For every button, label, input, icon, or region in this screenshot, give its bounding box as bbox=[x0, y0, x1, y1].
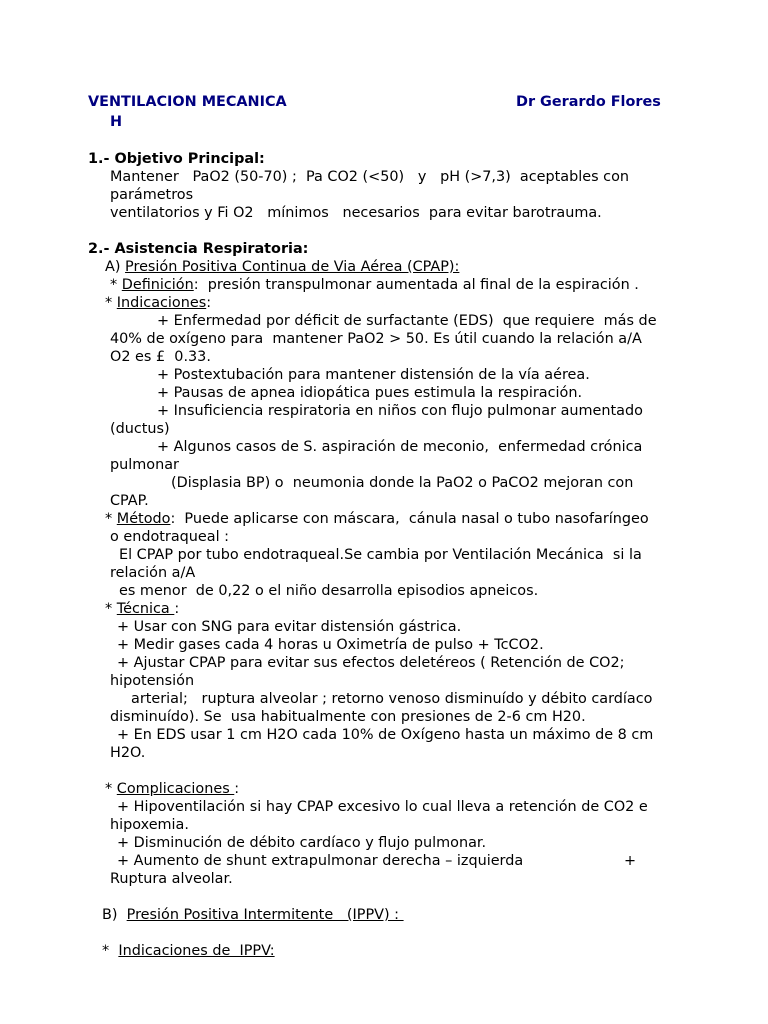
section-2-heading: 2.- Asistencia Respiratoria: bbox=[88, 241, 309, 257]
subsection-a-heading: A) Presión Positiva Continua de Via Aérea (CPAP): bbox=[105, 259, 460, 275]
subsection-b-title: Presión Positiva Intermitente (IPPV) : bbox=[126, 907, 404, 923]
metodo-label: Método bbox=[116, 511, 171, 527]
subsection-a-title: Presión Positiva Continua de Via Aérea (CPAP): bbox=[125, 259, 460, 275]
complicaciones-line-2: hipoxemia. bbox=[110, 817, 189, 833]
indicaciones-line-2: 40% de oxígeno para mantener PaO2 > 50. Es útil cuando la relación a/A bbox=[110, 331, 642, 347]
metodo-line-4: relación a/A bbox=[110, 565, 196, 581]
complicaciones-line-4: + Aumento de shunt extrapulmonar derecha – izquierda bbox=[117, 853, 524, 869]
definicion-label: Definición bbox=[121, 277, 194, 293]
s1-line-2: parámetros bbox=[110, 187, 194, 203]
tecnica-line-4: hipotensión bbox=[110, 673, 195, 689]
metodo-line-5: es menor de 0,22 o el niño desarrolla episodios apneicos. bbox=[119, 583, 539, 599]
tecnica-line-6: disminuído). Se usa habitualmente con presiones de 2-6 cm H20. bbox=[110, 709, 586, 725]
tecnica-line-1: + Usar con SNG para evitar distensión gástrica. bbox=[117, 619, 462, 635]
definicion-line: * Definición: presión transpulmonar aumentada al final de la espiración . bbox=[110, 277, 639, 293]
indicaciones-line-9: pulmonar bbox=[110, 457, 179, 473]
s1-line-3: ventilatorios y Fi O2 mínimos necesarios para evitar barotrauma. bbox=[110, 205, 602, 221]
indicaciones-line: * Indicaciones: bbox=[105, 295, 212, 311]
indicaciones-line-1: + Enfermedad por déficit de surfactante (EDS) que requiere más de bbox=[157, 313, 657, 329]
document-author-cont: H bbox=[110, 114, 123, 130]
indicaciones-line-5: + Pausas de apnea idiopática pues estimula la respiración. bbox=[157, 385, 583, 401]
indicaciones-label: Indicaciones bbox=[116, 295, 207, 311]
document-title: VENTILACION MECANICA bbox=[88, 94, 287, 110]
tecnica-line-3: + Ajustar CPAP para evitar sus efectos deletéreos ( Retención de CO2; bbox=[117, 655, 625, 671]
subsection-b-heading: B) Presión Positiva Intermitente (IPPV) : bbox=[102, 907, 404, 923]
tecnica-line-5: arterial; ruptura alveolar ; retorno venoso disminuído y débito cardíaco bbox=[131, 691, 653, 707]
indicaciones-line-8: + Algunos casos de S. aspiración de meconio, enfermedad crónica bbox=[157, 439, 643, 455]
complicaciones-label: Complicaciones bbox=[116, 781, 235, 797]
indicaciones-line-11: CPAP. bbox=[110, 493, 149, 509]
indicaciones-line-3: O2 es £ 0.33. bbox=[110, 349, 211, 365]
tecnica-line-8: H2O. bbox=[110, 745, 146, 761]
complicaciones-line-1: + Hipoventilación si hay CPAP excesivo lo cual lleva a retención de CO2 e bbox=[117, 799, 648, 815]
complicaciones-line-4-plus: + bbox=[624, 853, 637, 869]
section-1-heading: 1.- Objetivo Principal: bbox=[88, 151, 265, 167]
tecnica-line-7: + En EDS usar 1 cm H2O cada 10% de Oxígeno hasta un máximo de 8 cm bbox=[117, 727, 654, 743]
indicaciones-line-10: (Displasia BP) o neumonia donde la PaO2 o PaCO2 mejoran con bbox=[171, 475, 634, 491]
complicaciones-line-5: Ruptura alveolar. bbox=[110, 871, 233, 887]
tecnica-label: Técnica bbox=[116, 601, 175, 617]
tecnica-line-2: + Medir gases cada 4 horas u Oximetría de pulso + TcCO2. bbox=[117, 637, 544, 653]
ippv-indicaciones-label: Indicaciones de IPPV: bbox=[118, 943, 275, 959]
tecnica-line: * Técnica : bbox=[105, 601, 180, 617]
ippv-indicaciones-line: * Indicaciones de IPPV: bbox=[102, 943, 275, 959]
document-author: Dr Gerardo Flores bbox=[516, 94, 661, 110]
complicaciones-line-3: + Disminución de débito cardíaco y flujo pulmonar. bbox=[117, 835, 487, 851]
indicaciones-line-7: (ductus) bbox=[110, 421, 170, 437]
indicaciones-line-6: + Insuficiencia respiratoria en niños con flujo pulmonar aumentado bbox=[157, 403, 643, 419]
metodo-line-2: o endotraqueal : bbox=[110, 529, 230, 545]
s1-line-1: Mantener PaO2 (50-70) ; Pa CO2 (<50) y pH (>7,3) aceptables con bbox=[110, 169, 630, 185]
complicaciones-line: * Complicaciones : bbox=[105, 781, 240, 797]
metodo-line-3: El CPAP por tubo endotraqueal.Se cambia por Ventilación Mecánica si la bbox=[119, 547, 642, 563]
indicaciones-line-4: + Postextubación para mantener distensión de la vía aérea. bbox=[157, 367, 590, 383]
metodo-line: * Método: Puede aplicarse con máscara, cánula nasal o tubo nasofaríngeo bbox=[105, 511, 649, 527]
